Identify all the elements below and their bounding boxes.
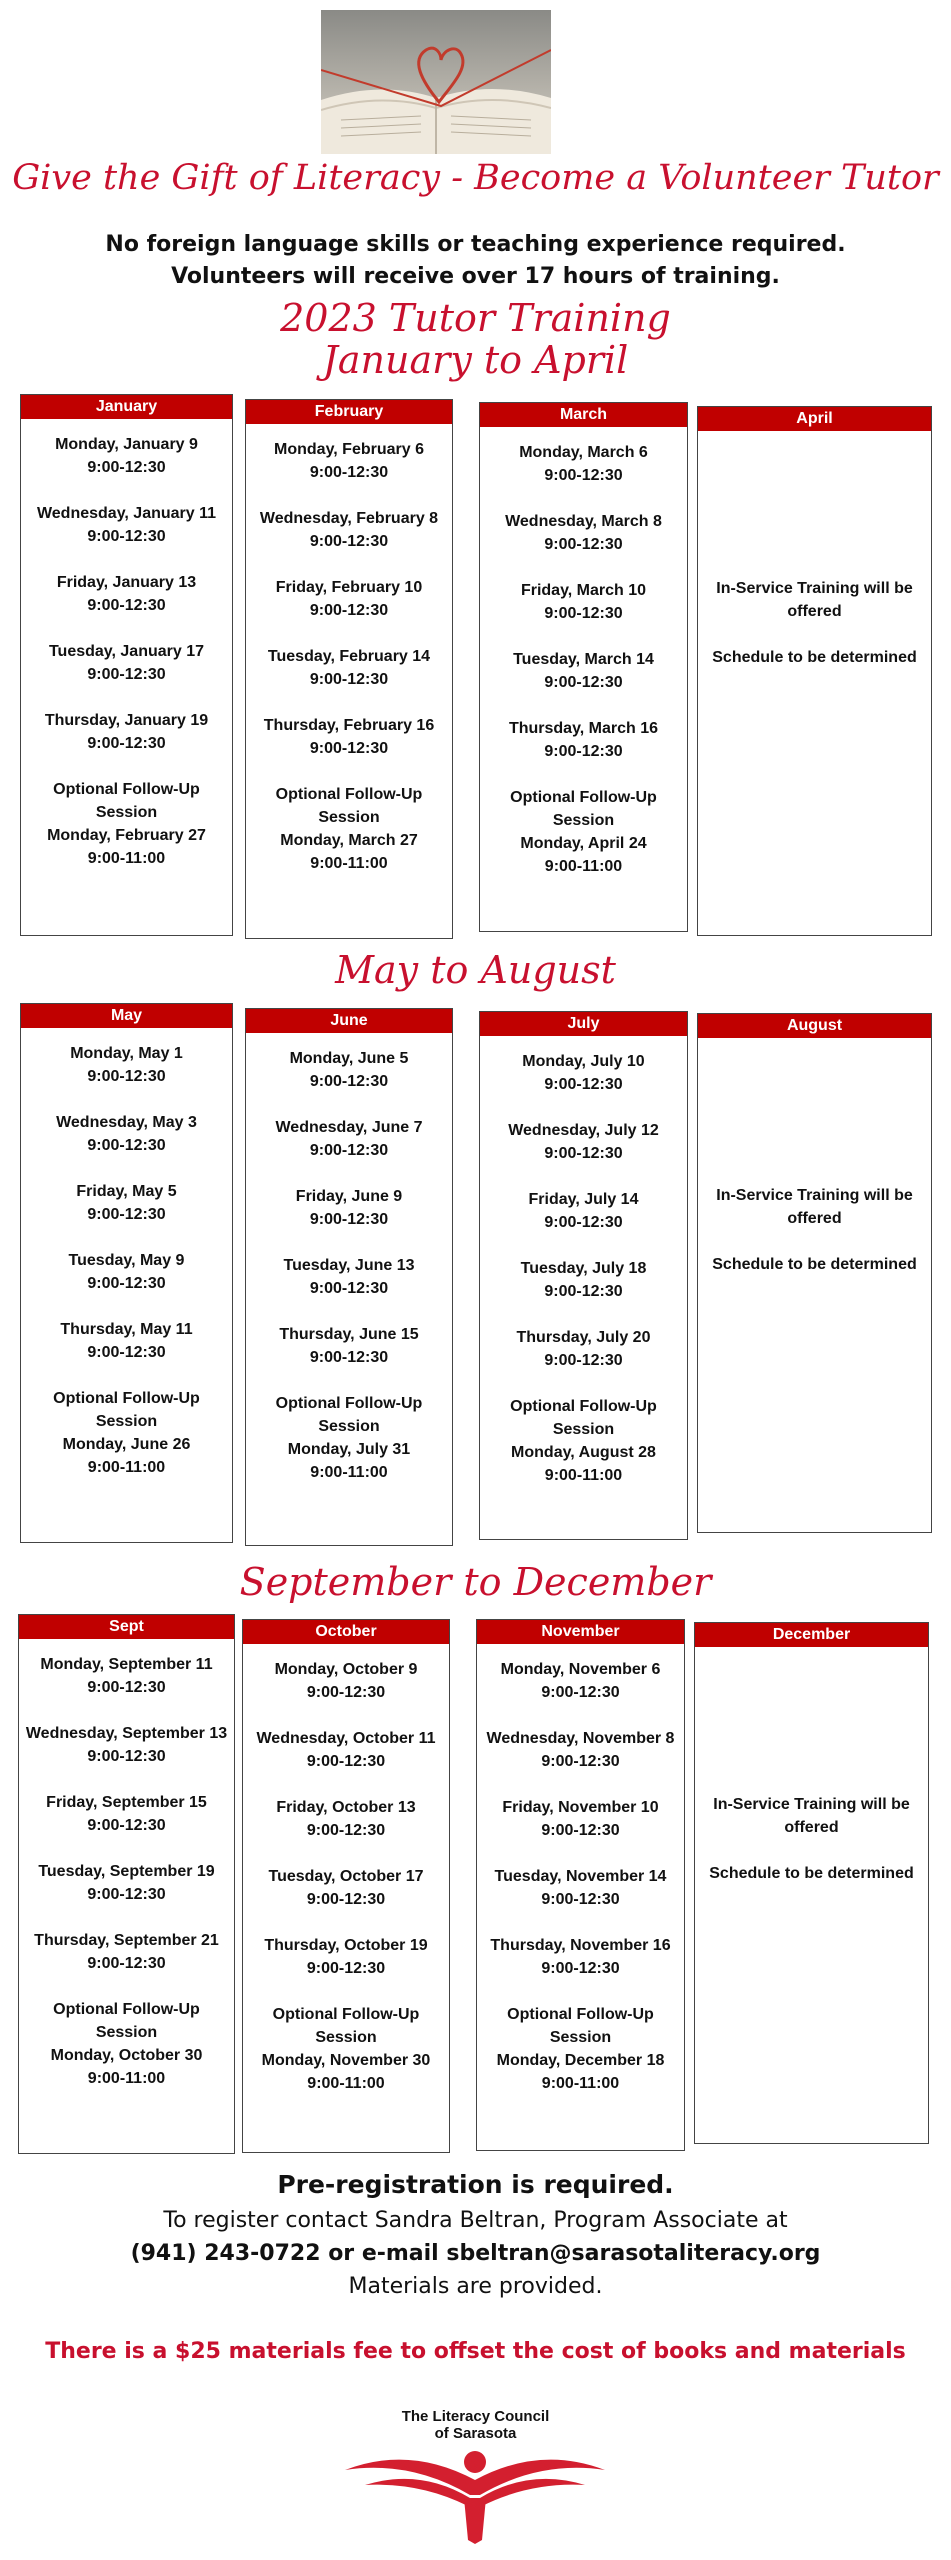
- training-session: [480, 510, 687, 556]
- session-text: 9:00-12:30: [87, 459, 166, 476]
- session-text: 9:00-12:30: [544, 674, 623, 691]
- session-text: Wednesday, January 11: [36, 505, 217, 522]
- session-text: Wednesday, September 13: [25, 1725, 228, 1742]
- training-session: [480, 1188, 687, 1234]
- session-text: Thursday, January 19: [44, 712, 209, 729]
- session-text: Session: [318, 809, 380, 826]
- training-session: [246, 1323, 452, 1369]
- month-box-september: [18, 1614, 235, 2154]
- session-text: Monday, October 30: [50, 2047, 203, 2064]
- session-text: Monday, November 6: [500, 1661, 661, 1678]
- in-service-text: [698, 623, 931, 646]
- session-text: 9:00-12:30: [306, 1822, 386, 1839]
- training-session: [246, 507, 452, 553]
- session-text: 9:00-12:30: [309, 671, 389, 688]
- in-service-note: [695, 1793, 928, 1885]
- session-text: Wednesday, May 3: [56, 1114, 197, 1131]
- training-session: [21, 1387, 232, 1479]
- section-heading-jan-apr: January to April: [322, 338, 629, 382]
- materials-line: Materials are provided.: [348, 2274, 603, 2299]
- session-text: 9:00-11:00: [310, 1464, 388, 1481]
- training-session: [477, 2003, 684, 2095]
- session-text: Friday, March 10: [520, 582, 647, 599]
- session-text: Wednesday, February 8: [259, 510, 439, 527]
- session-text: 9:00-12:30: [309, 740, 389, 757]
- training-session: [246, 714, 452, 760]
- training-session: [19, 1860, 234, 1906]
- session-text: Monday, February 27: [47, 827, 206, 844]
- session-text: 9:00-12:30: [544, 1283, 623, 1300]
- session-text: Thursday, May 11: [60, 1321, 193, 1338]
- session-text: 9:00-12:30: [306, 1753, 386, 1770]
- session-text: Session: [95, 2024, 158, 2041]
- session-text: Friday, January 13: [56, 574, 197, 591]
- session-text: 9:00-12:30: [541, 1960, 620, 1977]
- session-text: 9:00-12:30: [87, 1206, 166, 1223]
- training-session: [246, 1047, 452, 1093]
- session-text: Session: [95, 1413, 158, 1430]
- in-service-text: In-Service Training will be: [713, 1796, 910, 1813]
- session-text: 9:00-12:30: [306, 1684, 386, 1701]
- session-text: Session: [552, 1421, 615, 1438]
- training-session: [243, 2003, 449, 2095]
- month-header: February: [246, 400, 452, 424]
- training-session: [480, 1326, 687, 1372]
- session-text: 9:00-12:30: [544, 1076, 623, 1093]
- session-text: Wednesday, July 12: [508, 1122, 659, 1139]
- session-text: Optional Follow-Up: [272, 2006, 420, 2023]
- training-session: [21, 778, 232, 870]
- training-session: [19, 1653, 234, 1699]
- month-box-january: [20, 394, 233, 936]
- training-session: [246, 438, 452, 484]
- in-service-text: offered: [784, 1819, 839, 1836]
- session-text: 9:00-12:30: [87, 1817, 166, 1834]
- training-session: [21, 571, 232, 617]
- session-text: 9:00-12:30: [544, 1145, 623, 1162]
- session-text: Friday, November 10: [502, 1799, 659, 1816]
- training-session: [19, 1929, 234, 1975]
- training-session: [243, 1865, 449, 1911]
- session-text: 9:00-12:30: [309, 1349, 389, 1366]
- session-text: 9:00-12:30: [306, 1891, 386, 1908]
- session-text: Monday, October 9: [274, 1661, 418, 1678]
- session-text: Tuesday, January 17: [48, 643, 205, 660]
- session-text: 9:00-12:30: [541, 1822, 620, 1839]
- session-text: Session: [315, 2029, 377, 2046]
- in-service-note: [698, 1184, 931, 1276]
- session-text: 9:00-12:30: [309, 1280, 389, 1297]
- training-session: [21, 433, 232, 479]
- session-text: Friday, May 5: [76, 1183, 177, 1200]
- month-header: Sept: [19, 1615, 234, 1639]
- month-box-december: [694, 1622, 929, 2144]
- session-text: Optional Follow-Up: [53, 781, 200, 798]
- training-title: 2023 Tutor Training: [280, 296, 671, 340]
- session-text: Monday, March 6: [519, 444, 648, 461]
- session-text: 9:00-11:00: [544, 858, 623, 875]
- session-text: 9:00-12:30: [309, 1073, 389, 1090]
- session-text: Monday, November 30: [261, 2052, 431, 2069]
- session-text: 9:00-12:30: [309, 602, 389, 619]
- in-service-text: offered: [787, 1210, 842, 1227]
- month-header: August: [698, 1014, 931, 1038]
- session-text: Monday, December 18: [496, 2052, 665, 2069]
- training-session: [243, 1796, 449, 1842]
- session-text: 9:00-12:30: [87, 1275, 166, 1292]
- session-text: Friday, February 10: [275, 579, 423, 596]
- training-session: [246, 1392, 452, 1484]
- session-text: 9:00-11:00: [307, 2075, 385, 2092]
- month-header: May: [21, 1004, 232, 1028]
- training-session: [19, 1722, 234, 1768]
- session-text: Thursday, September 21: [34, 1932, 219, 1949]
- session-text: Wednesday, June 7: [275, 1119, 423, 1136]
- session-text: 9:00-12:30: [87, 666, 166, 683]
- training-session: [21, 1249, 232, 1295]
- month-header: July: [480, 1012, 687, 1036]
- session-text: Monday, March 27: [280, 832, 418, 849]
- session-text: Optional Follow-Up: [275, 786, 423, 803]
- month-box-may: [20, 1003, 233, 1543]
- session-text: Monday, September 11: [40, 1656, 213, 1673]
- training-session: [246, 576, 452, 622]
- session-text: 9:00-12:30: [541, 1753, 620, 1770]
- session-text: Thursday, November 16: [490, 1937, 671, 1954]
- logo-text-line-1: The Literacy Council: [401, 2408, 550, 2425]
- session-text: Tuesday, February 14: [267, 648, 431, 665]
- training-session: [243, 1727, 449, 1773]
- session-text: 9:00-12:30: [87, 1679, 166, 1696]
- training-session: [21, 1180, 232, 1226]
- session-text: Monday, May 1: [70, 1045, 183, 1062]
- in-service-text: [695, 1839, 928, 1862]
- session-text: Thursday, July 20: [516, 1329, 651, 1346]
- session-text: Session: [95, 804, 158, 821]
- session-text: Optional Follow-Up: [275, 1395, 423, 1412]
- session-text: Tuesday, July 18: [520, 1260, 647, 1277]
- month-box-october: [242, 1619, 450, 2153]
- session-text: 9:00-12:30: [309, 464, 389, 481]
- session-text: Monday, July 10: [522, 1053, 645, 1070]
- month-header: April: [698, 407, 931, 431]
- session-text: 9:00-12:30: [87, 1137, 166, 1154]
- logo-text-line-2: of Sarasota: [434, 2425, 517, 2442]
- session-text: Tuesday, October 17: [268, 1868, 424, 1885]
- training-session: [477, 1658, 684, 1704]
- month-header: October: [243, 1620, 449, 1644]
- session-text: 9:00-12:30: [87, 597, 166, 614]
- training-session: [477, 1727, 684, 1773]
- session-text: Thursday, March 16: [508, 720, 659, 737]
- session-text: 9:00-12:30: [306, 1960, 386, 1977]
- session-text: Thursday, February 16: [263, 717, 435, 734]
- session-text: Wednesday, November 8: [486, 1730, 675, 1747]
- session-text: Tuesday, September 19: [38, 1863, 215, 1880]
- in-service-text: offered: [787, 603, 842, 620]
- session-text: 9:00-11:00: [87, 850, 166, 867]
- month-box-november: [476, 1619, 685, 2151]
- month-header: June: [246, 1009, 452, 1033]
- in-service-text: Schedule to be determined: [712, 649, 917, 666]
- training-session: [480, 786, 687, 878]
- session-text: Tuesday, November 14: [494, 1868, 667, 1885]
- training-session: [477, 1934, 684, 1980]
- training-session: [243, 1658, 449, 1704]
- phone-email-line[interactable]: (941) 243-0722 or e-mail sbeltran@sarasotaliteracy.org: [130, 2241, 821, 2266]
- month-header: December: [695, 1623, 928, 1647]
- session-text: 9:00-12:30: [87, 1748, 166, 1765]
- intro-line-2: Volunteers will receive over 17 hours of training.: [171, 264, 780, 289]
- month-box-february: [245, 399, 453, 939]
- session-text: 9:00-12:30: [544, 743, 623, 760]
- training-session: [21, 640, 232, 686]
- book-heart-photo: [321, 10, 551, 154]
- session-text: Optional Follow-Up: [507, 2006, 654, 2023]
- session-text: 9:00-12:30: [87, 528, 166, 545]
- session-text: 9:00-12:30: [309, 1211, 389, 1228]
- training-session: [21, 1111, 232, 1157]
- session-text: Optional Follow-Up: [53, 2001, 200, 2018]
- session-text: Optional Follow-Up: [53, 1390, 200, 1407]
- month-box-june: [245, 1008, 453, 1546]
- section-heading-sep-dec: September to December: [239, 1560, 712, 1604]
- training-session: [19, 1791, 234, 1837]
- training-session: [480, 441, 687, 487]
- training-session: [480, 1395, 687, 1487]
- session-text: 9:00-11:00: [87, 2070, 166, 2087]
- main-headline: Give the Gift of Literacy - Become a Volunteer Tutor: [12, 158, 939, 198]
- session-text: 9:00-12:30: [309, 1142, 389, 1159]
- training-session: [480, 1119, 687, 1165]
- session-text: 9:00-12:30: [541, 1891, 620, 1908]
- session-text: 9:00-12:30: [544, 1214, 623, 1231]
- session-text: Tuesday, June 13: [283, 1257, 415, 1274]
- session-text: Friday, June 9: [295, 1188, 403, 1205]
- materials-fee-notice: There is a $25 materials fee to offset the cost of books and materials: [45, 2339, 906, 2364]
- training-session: [21, 1042, 232, 1088]
- training-session: [480, 1257, 687, 1303]
- training-session: [477, 1796, 684, 1842]
- in-service-text: In-Service Training will be: [716, 1187, 913, 1204]
- training-session: [246, 1185, 452, 1231]
- training-session: [21, 502, 232, 548]
- session-text: Monday, June 5: [289, 1050, 409, 1067]
- training-session: [480, 648, 687, 694]
- training-session: [246, 645, 452, 691]
- training-session: [246, 783, 452, 875]
- session-text: 9:00-12:30: [87, 735, 166, 752]
- training-session: [243, 1934, 449, 1980]
- month-box-march: [479, 402, 688, 932]
- training-session: [246, 1254, 452, 1300]
- session-text: 9:00-12:30: [541, 1684, 620, 1701]
- month-box-april: [697, 406, 932, 936]
- session-text: 9:00-12:30: [87, 1955, 166, 1972]
- session-text: Session: [552, 812, 615, 829]
- session-text: 9:00-12:30: [544, 467, 623, 484]
- intro-line-1: No foreign language skills or teaching experience required.: [105, 232, 846, 257]
- month-header: March: [480, 403, 687, 427]
- session-text: Wednesday, October 11: [256, 1730, 436, 1747]
- session-text: Friday, October 13: [276, 1799, 416, 1816]
- session-text: 9:00-11:00: [87, 1459, 166, 1476]
- session-text: Session: [318, 1418, 380, 1435]
- section-heading-may-aug: May to August: [335, 948, 616, 992]
- session-text: 9:00-12:30: [87, 1344, 166, 1361]
- contact-line: To register contact Sandra Beltran, Program Associate at: [163, 2208, 788, 2233]
- training-session: [477, 1865, 684, 1911]
- training-session: [19, 1998, 234, 2090]
- month-box-august: [697, 1013, 932, 1533]
- in-service-text: Schedule to be determined: [712, 1256, 917, 1273]
- session-text: Monday, June 26: [62, 1436, 191, 1453]
- session-text: 9:00-12:30: [544, 536, 623, 553]
- training-session: [480, 1050, 687, 1096]
- session-text: Thursday, June 15: [279, 1326, 419, 1343]
- session-text: Friday, September 15: [46, 1794, 207, 1811]
- in-service-text: [698, 1230, 931, 1253]
- session-text: 9:00-12:30: [544, 1352, 623, 1369]
- training-session: [480, 717, 687, 763]
- session-text: Monday, April 24: [520, 835, 647, 852]
- session-text: Monday, January 9: [55, 436, 198, 453]
- session-text: Thursday, October 19: [264, 1937, 428, 1954]
- training-session: [246, 1116, 452, 1162]
- in-service-text: In-Service Training will be: [716, 580, 913, 597]
- in-service-note: [698, 577, 931, 669]
- session-text: Wednesday, March 8: [505, 513, 662, 530]
- preregistration-notice: Pre-registration is required.: [277, 2170, 674, 2199]
- session-text: Monday, July 31: [287, 1441, 411, 1458]
- training-session: [480, 579, 687, 625]
- session-text: Optional Follow-Up: [510, 789, 657, 806]
- session-text: Monday, August 28: [511, 1444, 656, 1461]
- session-text: Friday, July 14: [528, 1191, 639, 1208]
- in-service-text: Schedule to be determined: [709, 1865, 914, 1882]
- month-header: January: [21, 395, 232, 419]
- session-text: 9:00-12:30: [87, 1886, 166, 1903]
- session-text: Tuesday, March 14: [513, 651, 654, 668]
- session-text: Monday, February 6: [274, 441, 424, 458]
- literacy-council-logo-icon: [340, 2440, 610, 2545]
- training-session: [21, 709, 232, 755]
- session-text: 9:00-12:30: [87, 1068, 166, 1085]
- training-session: [21, 1318, 232, 1364]
- session-text: Optional Follow-Up: [510, 1398, 657, 1415]
- session-text: 9:00-11:00: [541, 2075, 620, 2092]
- month-box-july: [479, 1011, 688, 1540]
- session-text: 9:00-12:30: [309, 533, 389, 550]
- session-text: 9:00-12:30: [544, 605, 623, 622]
- session-text: Session: [549, 2029, 612, 2046]
- session-text: Tuesday, May 9: [68, 1252, 185, 1269]
- session-text: 9:00-11:00: [310, 855, 388, 872]
- month-header: November: [477, 1620, 684, 1644]
- session-text: 9:00-11:00: [544, 1467, 623, 1484]
